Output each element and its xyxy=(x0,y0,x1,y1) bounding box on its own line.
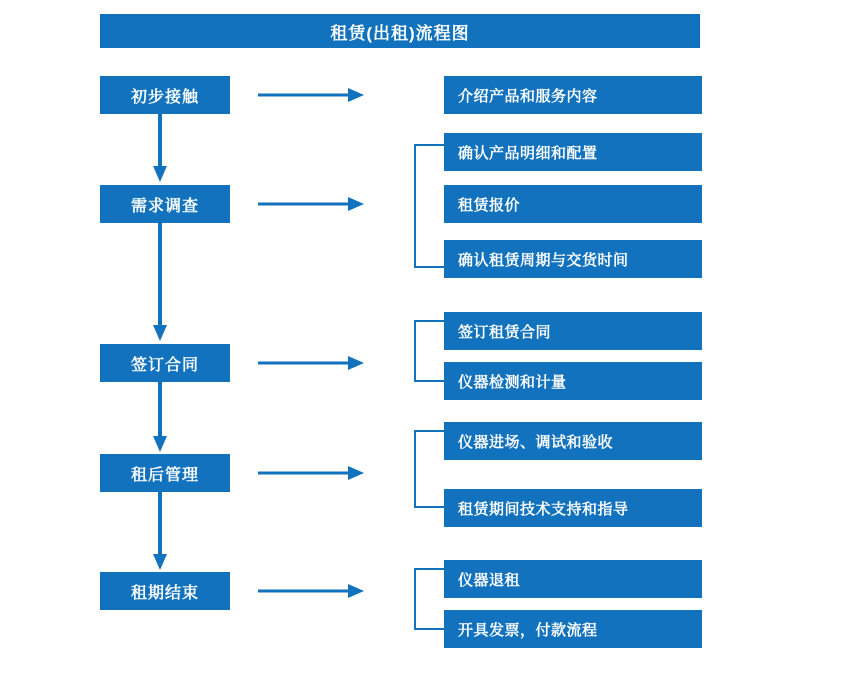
detail-box-开具发票付款流程[interactable]: 开具发票，付款流程 xyxy=(444,610,702,648)
bracket-contract-details xyxy=(414,320,444,382)
bracket-end-details xyxy=(414,568,444,630)
bracket-management-details xyxy=(414,430,444,508)
arrow-contract-to-detail xyxy=(258,356,364,370)
stage-box-需求调查[interactable]: 需求调查 xyxy=(100,185,230,223)
bracket-survey-details xyxy=(414,144,444,268)
arrow-management-to-end xyxy=(153,492,167,570)
arrow-contact-to-detail xyxy=(258,88,364,102)
detail-box-仪器检测和计量[interactable]: 仪器检测和计量 xyxy=(444,362,702,400)
detail-box-介绍产品和服务内容[interactable]: 介绍产品和服务内容 xyxy=(444,76,702,114)
detail-box-签订租赁合同[interactable]: 签订租赁合同 xyxy=(444,312,702,350)
detail-box-租赁期间技术支持和指导[interactable]: 租赁期间技术支持和指导 xyxy=(444,489,702,527)
stage-box-初步接触[interactable]: 初步接触 xyxy=(100,76,230,114)
detail-box-仪器退租[interactable]: 仪器退租 xyxy=(444,560,702,598)
arrow-contact-to-survey xyxy=(153,114,167,182)
stage-box-租期结束[interactable]: 租期结束 xyxy=(100,572,230,610)
detail-box-仪器进场调试和验收[interactable]: 仪器进场、调试和验收 xyxy=(444,422,702,460)
detail-box-租赁报价[interactable]: 租赁报价 xyxy=(444,185,702,223)
stage-box-租后管理[interactable]: 租后管理 xyxy=(100,454,230,492)
arrow-survey-to-detail xyxy=(258,197,364,211)
arrow-management-to-detail xyxy=(258,466,364,480)
arrow-survey-to-contract xyxy=(153,223,167,341)
detail-box-确认租赁周期与交货时间[interactable]: 确认租赁周期与交货时间 xyxy=(444,240,702,278)
arrow-contract-to-management xyxy=(153,382,167,452)
stage-box-签订合同[interactable]: 签订合同 xyxy=(100,344,230,382)
detail-box-确认产品明细和配置[interactable]: 确认产品明细和配置 xyxy=(444,133,702,171)
chart-title: 租赁(出租)流程图 xyxy=(100,14,700,48)
arrow-end-to-detail xyxy=(258,584,364,598)
